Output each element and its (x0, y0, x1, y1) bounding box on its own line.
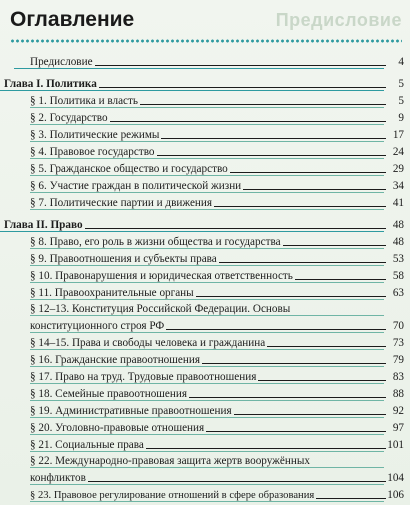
toc-item[interactable] (14, 193, 404, 210)
toc-page-number: 83 (392, 371, 404, 383)
toc-item[interactable] (14, 384, 404, 401)
toc-entry-label: § 9. Правоотношения и субъекты права (30, 253, 217, 265)
toc-page-number: 63 (392, 287, 404, 299)
toc-page-number: 41 (392, 197, 404, 209)
toc-item[interactable] (14, 333, 404, 350)
toc-page-number: 104 (387, 472, 404, 484)
toc-page-number: 79 (392, 354, 404, 366)
toc-entry-label: § 5. Гражданское общество и государство (30, 163, 228, 175)
toc-item[interactable] (14, 350, 404, 367)
toc-page-number: 48 (392, 236, 404, 248)
toc-chapter-1[interactable] (0, 75, 404, 91)
toc-item[interactable] (14, 401, 404, 418)
toc-page-number: 48 (392, 219, 404, 231)
ghost-heading: Предисловие (275, 10, 402, 30)
toc-entry-label-continued: конфликтов (30, 472, 86, 484)
toc-page-number: 24 (392, 146, 404, 158)
toc-page-number: 97 (392, 422, 404, 434)
toc-page-number: 88 (392, 388, 404, 400)
toc-item[interactable] (14, 283, 404, 300)
toc-entry-label: § 2. Государство (30, 112, 108, 124)
page-title: Оглавление (10, 8, 135, 31)
toc-page-number: 34 (392, 180, 404, 192)
toc-intro-entry[interactable] (14, 52, 404, 69)
toc-entry-label: § 19. Административные правоотношения (30, 405, 232, 417)
toc-entry-label: § 3. Политические режимы (30, 129, 160, 141)
toc-page-number: 53 (392, 253, 404, 265)
toc-entry-label: § 10. Правонарушения и юридическая ответственность (30, 270, 293, 282)
toc-page-number: 73 (392, 337, 404, 349)
toc-page-number: 70 (392, 320, 404, 332)
toc-item[interactable] (14, 142, 404, 159)
toc-entry-label: § 20. Уголовно-правовые отношения (30, 422, 205, 434)
toc-page-number: 5 (398, 78, 404, 90)
toc-entry-label: Предисловие (30, 56, 93, 68)
toc-item[interactable] (14, 300, 404, 333)
toc-entry-label-continued: конституционного строя РФ (30, 320, 165, 332)
toc-entry-label: § 16. Гражданские правоотношения (30, 354, 200, 366)
toc-page-number: 4 (398, 56, 404, 68)
toc-entry-label: § 22. Международно-правовая защита жертв вооружённых (30, 455, 310, 467)
toc-entry-label: § 11. Правоохранительные органы (30, 287, 194, 299)
toc-page-number: 9 (398, 112, 404, 124)
toc-chapter-2[interactable] (0, 216, 404, 232)
toc-page-number: 29 (392, 163, 404, 175)
toc-entry-label: § 8. Право, его роль в жизни общества и государства (30, 236, 281, 248)
chapter-title: Глава II. Право (4, 219, 83, 231)
toc-entry-label: § 17. Право на труд. Трудовые правоотношения (30, 371, 257, 383)
toc-entry-label: § 14–15. Права и свободы человека и гражданина (30, 337, 266, 349)
toc-item[interactable] (14, 249, 404, 266)
toc-item[interactable] (14, 452, 404, 485)
toc-page-number: 17 (392, 129, 404, 141)
toc-page-number: 106 (387, 489, 404, 501)
toc-entry-label: § 1. Политика и власть (30, 95, 139, 107)
toc-item[interactable] (14, 91, 404, 108)
toc-page-number: 58 (392, 270, 404, 282)
dotted-divider (10, 38, 402, 44)
toc-page-number: 5 (398, 95, 404, 107)
toc-entry-label: § 7. Политические партии и движения (30, 197, 213, 209)
toc-item[interactable] (14, 125, 404, 142)
toc-entry-label: § 12–13. Конституция Российской Федерации. Основы (30, 303, 291, 315)
toc-entry-label: § 6. Участие граждан в политической жизни (30, 180, 242, 192)
toc-item[interactable] (14, 418, 404, 435)
toc-item[interactable] (14, 266, 404, 283)
toc-item[interactable] (14, 485, 404, 502)
toc-entry-label: § 23. Правовое регулирование отношений в сфере образования (30, 490, 315, 501)
toc-item[interactable] (14, 367, 404, 384)
toc-entry-label: § 21. Социальные права (30, 439, 144, 451)
table-of-contents (4, 52, 404, 502)
toc-entry-label: § 4. Правовое государство (30, 146, 155, 158)
chapter-title: Глава I. Политика (4, 78, 97, 90)
toc-item[interactable] (14, 232, 404, 249)
toc-item[interactable] (14, 108, 404, 125)
toc-page-number: 101 (387, 439, 404, 451)
toc-item[interactable] (14, 176, 404, 193)
toc-item[interactable] (14, 159, 404, 176)
toc-entry-label: § 18. Семейные правоотношения (30, 388, 187, 400)
toc-page-number: 92 (392, 405, 404, 417)
toc-item[interactable] (14, 435, 404, 452)
